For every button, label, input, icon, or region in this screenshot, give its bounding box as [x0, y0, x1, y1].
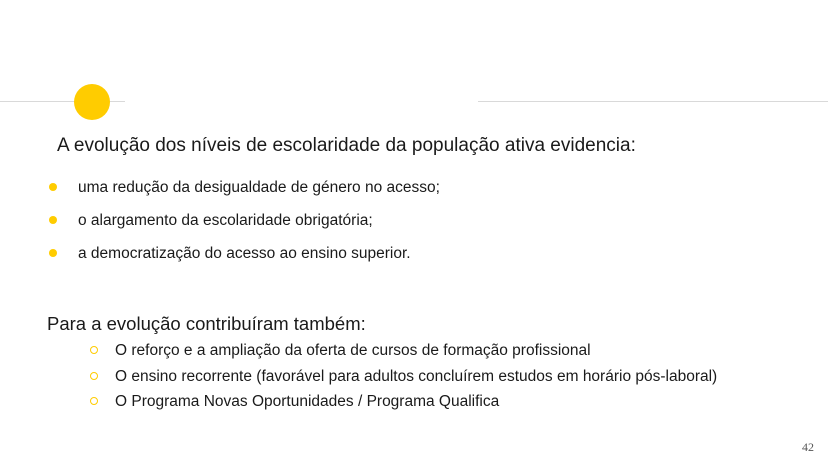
- sub-bullet-text: O reforço e a ampliação da oferta de cursos de formação profissional: [115, 342, 591, 359]
- bullet-text: uma redução da desigualdade de género no acesso;: [78, 179, 440, 196]
- page-number: 42: [802, 440, 814, 454]
- bullet-text: a democratização do acesso ao ensino superior.: [78, 245, 411, 262]
- intro-text: A evolução dos níveis de escolaridade da população ativa evidencia:: [57, 135, 636, 156]
- sub-bullet-text: O ensino recorrente (favorável para adultos concluírem estudos em horário pós-laboral): [115, 367, 718, 385]
- bullet-text: o alargamento da escolaridade obrigatória;: [78, 212, 373, 229]
- bullet-ring-icon: [90, 346, 98, 354]
- header-rule-right: [478, 101, 828, 102]
- subheading: Para a evolução contribuíram também:: [47, 313, 366, 334]
- bullet-dot-icon: [49, 216, 57, 224]
- accent-circle: [74, 84, 110, 120]
- bullet-ring-icon: [90, 397, 98, 405]
- sub-bullet-text: O Programa Novas Oportunidades / Programa Qualifica: [115, 393, 500, 410]
- bullet-dot-icon: [49, 183, 57, 191]
- bullet-dot-icon: [49, 249, 57, 257]
- bullet-ring-icon: [90, 372, 98, 380]
